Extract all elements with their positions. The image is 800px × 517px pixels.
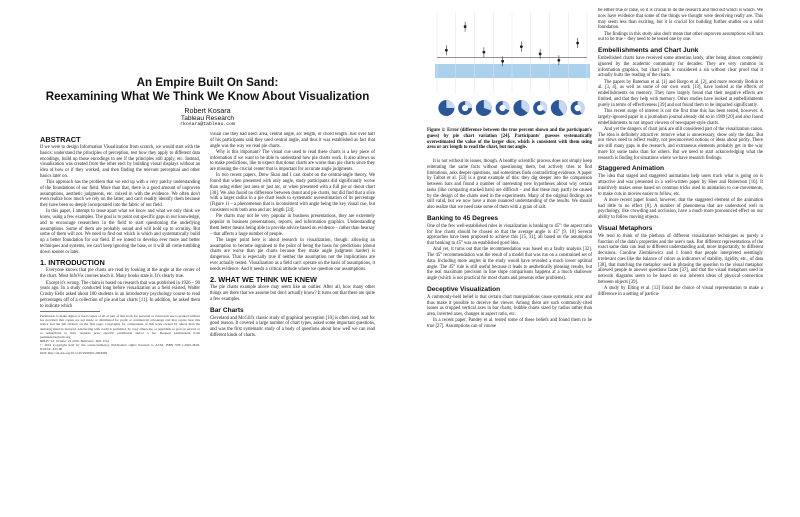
pie-variation-thumbnail bbox=[533, 101, 547, 115]
data-point bbox=[539, 53, 542, 56]
title-line-2: Reexamining What We Think We Know About Visualization bbox=[45, 90, 370, 103]
embellishments-heading: Embellishments and Chart Junk bbox=[598, 47, 699, 55]
footnote-doi[interactable]: DOI: http://dx.doi.org/10.1145/2993901.2993909 bbox=[40, 351, 108, 356]
figure-1-chart bbox=[427, 8, 592, 126]
pie-variation-thumbnail bbox=[571, 101, 585, 115]
footnote-rule bbox=[40, 311, 100, 312]
paragraph: The findings in this study also don't mean that other unproven assumptions will turn out to be true – they need to be tested one by one. bbox=[598, 31, 763, 43]
pie-variation-thumbnail bbox=[476, 100, 492, 116]
caption-text: Error (difference between the true percent shown and the participant's guess) by pie chart variation [24]. Participants' guesses systematically overestimated the value of the larger slice, which is consistent with them using area or arc length to read the chart, but not angle. bbox=[427, 128, 592, 151]
author-block bbox=[40, 107, 375, 128]
figure-label: Figure 1: bbox=[427, 128, 446, 133]
paragraph: In two recent papers, Drew Skau and I cast doubt on the central-angle theory. We found that when presented with only angle, study participants did significantly worse than using either just area or just arc, or when presented with a full pie or donut chart [30]. We also found no difference between donut and pie charts, but did find that a slice with a larger radius in a pie chart leads to systematic overestimation of its percentage (Figure 1) – a phenomenon that is inconsistent with angle being the key visual cue, but consistent with both area and arc length [24]. bbox=[210, 173, 375, 213]
introduction-heading: 1. INTRODUCTION bbox=[40, 258, 105, 268]
section-2-heading: 2. WHAT WE THINK WE KNEW bbox=[210, 275, 318, 285]
paragraph: be either true or false, so it is crucial to do the research and find out which is which. We now have evidence that some of the things we thought were deceiving really are. This may seem less than exciting, but it is crucial for building further studies on a solid foundation. bbox=[598, 8, 763, 31]
footnote-venue: BELIV '16, October 24 2016, Baltimore, MD, USA bbox=[40, 338, 109, 343]
deceptive-body bbox=[427, 295, 592, 330]
paragraph: Pie charts may not be very popular in business presentations, they are extremely popular in business presentations, reports, and information graphics. Understanding them better means being able to provide advice based on evidence – rather than hearsay – that affects a huge number of people. bbox=[210, 214, 375, 237]
abstract-body bbox=[40, 145, 200, 255]
abstract-heading: ABSTRACT bbox=[40, 135, 81, 144]
data-point bbox=[501, 60, 504, 63]
footnote-copyright: © 2016 Copyright held by the owner/author(s). Publication rights licensed to ACM. ISBN 978-1-4503-4818-8/16/10...$15.00 bbox=[40, 342, 200, 352]
paragraph: The idea that staged and staggered animations help users track what is going on is attractive and was presented in a well-written paper by Heer and Robertson [16]. It intuitively makes sense based on common tricks used in animation to cue movements, to make cuts in movies easier to follow, etc. bbox=[598, 174, 763, 197]
column-2-body bbox=[210, 132, 375, 272]
paragraph: The papers by Bateman et al. [1] and Borgo et al. [2], and more recently Borkin et al. [3, 4], as well as some of our own work [13], have looked at the effects of embellishments on memory. They have largely found that their negative effects are limited, and that they help with memory. Other studies have looked at embellishments purely in terms of effectiveness [39] and not found them to be impacted significantly. bbox=[598, 79, 763, 108]
pie-variation-thumbnail bbox=[496, 101, 510, 115]
paragraph: Why is this important? The visual cue used to read these charts is a key piece of information if we want to be able to understand how pie charts work. It also allows us to make predictions, like to expect that donut charts are worse than pie charts since they are missing the crucial center that is important for accurate angle judgments. bbox=[210, 149, 375, 173]
banking-body bbox=[427, 224, 592, 282]
paper-title bbox=[40, 76, 375, 104]
data-point bbox=[482, 51, 485, 54]
paragraph: It is not without its issues, though. A healthy scientific process does not simply keep reiterating the same facts without questioning them, but actively tries to find limitations, asks deeper questions, and sometimes finds contradicting evidence. A paper by Talbot et al. [33] is a great example of this: they dig deeper into the comparison between bars and found a number of interesting new hypotheses about why certain tasks (like comparing stacked bars) are difficult – and that these may partly be caused by the design of the charts used in the experiments. Many of the original findings are still valid, but we now have a more nuanced understanding of the results. We should also realize that we need take some of them with a grain of salt. bbox=[427, 159, 592, 210]
paragraph: A more recent paper found, however, that the staggered element of the animation had little to no effect [8]. A number of phenomena that are understood well in psychology, like crowding and occlusion, have a much more pronounced effect on our ability to follow moving objects. bbox=[598, 197, 763, 221]
paragraph: Cleveland and McGill's classic study of graphical perception [10] is often cited, and for good reason. It covered a large number of chart types, asked some important questions, and was the first systematic study of a body of questions about how well we can read different kinds of charts. bbox=[210, 315, 375, 338]
title-line-1: An Empire Built On Sand: bbox=[136, 76, 279, 89]
abstract-paragraph: In this paper, I attempt to tease apart what we know and what we only think we know, using a few examples. The goal is to point out specific gaps in our knowledge, and to encourage researchers in the field to start questioning the underlying assumptions. Some of them are probably sound and will hold up to scrutiny. But some of them will not. We need to find out which is which and systematically build up a better foundation for our field. If we intend to develop ever more and better techniques and systems, we can't keep ignoring the base, or it will all come tumbling down sooner or later. bbox=[40, 209, 200, 255]
bar-charts-body bbox=[210, 316, 375, 339]
column-3 bbox=[427, 8, 592, 512]
embellishments-body bbox=[598, 56, 763, 161]
paragraph: In a recent paper, Pandey et al. tested some of these beliefs and found them to be true [27]. Assumptions can of course bbox=[427, 318, 592, 330]
abstract-paragraph: This approach has the problem that we end up with a very patchy understanding of the foundations of our field. More than that, there is a good amount of unproven assumptions, aesthetic judgments, etc. mixed in with the evidence. We often don't even realize how much we rely on the latter, and can't readily identify them because they have been so deeply incorporated into the fabric of our field. bbox=[40, 180, 200, 209]
author-email[interactable]: rkosara@tableau.com bbox=[180, 122, 235, 127]
section-2-body bbox=[210, 285, 375, 302]
pie-variation-thumbnail bbox=[513, 100, 529, 116]
paragraph: And yet, it turns out that the recommendation was based on a faulty analysis [32]. The 45° recommendation was the result of a model that was run on a constrained set of data. Including more angles in the study would have revealed a much lower optimal angle. The 45° rule is still useful because it leads to aesthetically pleasing results, but the real maximum precision in line slope comparisons happens at a much shallower angle (which is not practical for most charts and presents other problems). bbox=[427, 247, 592, 282]
intro-paragraph: Except it's wrong. The claim is based on research that was published in 1926 – 90 years ago. In a study conducted long before visualization as a field existed, Walter Crosby Eells asked about 100 students in an introductory psychology course to read percentages off of a collection of pie and bar charts [11]. In addition, he asked them to indicate which bbox=[40, 280, 200, 309]
author-affiliation: Tableau Research bbox=[180, 115, 235, 122]
author-name: Robert Kosara bbox=[184, 106, 231, 115]
paragraph: The pie charts example above may seem like an outlier. After all, how many other things are there that we assume but don't actually know? It turns out that there are quite a few examples. bbox=[210, 285, 375, 302]
data-point bbox=[445, 49, 448, 52]
paragraph: One of the few well-established rules in visualization is banking to 45°: the aspect ratio for line charts should be chosen so that the average angle is 45° [9, 10] Several approaches have been proposed to achieve this [15, 31], all based on the assumption that banking to 45° was an established good idea. bbox=[427, 223, 592, 246]
paragraph: visual cue they had used: area, central angle, arc length, or chord length. Just over half of his participants said they used central angle, and thus it was established as fact that angle was the way we read pie charts. bbox=[210, 132, 375, 149]
paragraph: We tend to think of the plethora of different visualization techniques as purely a function of the data's properties and the user's task. But different representations of the exact same data can lead to different understanding and, more importantly, to different decisions. Caroline Ziemkiewicz and I found that people interpreted seemingly irrelevant cues like the balance of colors as indicators of stability, rigidity, etc., of data [38], that matching the metaphor used in phrasing the question to the visual metaphor allowed people to answer questions faster [37], and that the visual metaphors used in network diagrams seem to be based on our inherent ideas of physical connection between objects [39]. bbox=[598, 233, 763, 285]
footnote-permission: Permission to make digital or hard copies of all or part of this work for personal or classroom use is granted without fee provided that copies are not made or distributed for profit or commercial advantage and that copies bear this notice and the full citation on the first page. Copyrights for components of this work owned by others than the author(s) must be honored. Abstracting with credit is permitted. To copy otherwise, or republish, to post on servers or to redistribute to lists, requires prior specific permission and/or a fee. Request permissions from permissions@acm.org. bbox=[40, 314, 200, 339]
pie-variation-thumbnail bbox=[438, 100, 454, 116]
copyright-footnote bbox=[40, 314, 200, 355]
metaphors-heading: Visual Metaphors bbox=[598, 224, 653, 232]
highlight-band bbox=[435, 64, 590, 78]
paragraph: The larger point here is about research in visualization, though: allowing an assumption to become ingrained to the point of being the basis for predictions (donut charts are worse than pie charts because they make angle judgment harder) is dangerous. That is especially true if neither the assumption nor the implications are ever actually tested. Visualization as a field can't operate on the basis of assumptions, it needs evidence. And it needs a critical attitude where we question our assumptions. bbox=[210, 237, 375, 272]
introduction-body bbox=[40, 268, 200, 309]
column-3-body bbox=[427, 159, 592, 211]
data-point bbox=[520, 45, 523, 48]
data-point bbox=[576, 42, 579, 45]
column-4 bbox=[598, 8, 763, 512]
animation-heading: Staggered Animation bbox=[598, 165, 665, 173]
paragraph: And yet the dangers of chart junk are still considered part of the visualization canon. The idea is definitely attractive: remove what is unnecessary, show only the data. But our views need to reflect reality, not preconceived notions or ideas about purity. There are still many gaps in the research, and extraneous elements probably get in the way more for some tasks than for others. But we need to start acknowledging what the research is finding for situations where we have research findings. bbox=[598, 126, 763, 161]
data-point bbox=[464, 25, 467, 28]
data-point bbox=[557, 59, 560, 62]
column-2 bbox=[210, 132, 375, 512]
figure-1-caption bbox=[427, 128, 592, 151]
deceptive-heading: Deceptive Visualization bbox=[427, 285, 501, 293]
column-1 bbox=[40, 132, 200, 512]
bar-charts-heading: Bar Charts bbox=[210, 306, 244, 314]
paragraph: A study by Elting et al. [12] found the choice of visual representation to make a difference in a setting of particu- bbox=[598, 286, 763, 298]
paragraph: Embellished charts have received some attention lately, after being almost completely ignored by the academic community for decades. They are very common in information graphics, but chart junk is considered a sin without clear proof that it actually hurts the reading of the charts. bbox=[598, 56, 763, 79]
paragraph: A commonly-held belief is that certain chart manipulations cause systematic error and thus make it possible to deceive the viewer. Among them are such commonly-cited issues as cropped vertical axes in bar charts, bubble charts sized by radius rather than area, inverted axes, changes in aspect ratio, etc. bbox=[427, 294, 592, 318]
animation-body bbox=[598, 174, 763, 221]
column-4-body bbox=[598, 8, 763, 43]
paragraph: This recent surge of interest is not the first time this has been tested, however. A largely-ignored paper in a journalism journal already did so in 1989 [20] and also found embellishments to not impact viewers of newspaper-style charts. bbox=[598, 109, 763, 126]
intro-paragraph: Everyone knows that pie charts are read by looking at the angle at the center of the chart. Most InfoVis courses teach it. Many books state it. It's clearly true. bbox=[40, 268, 200, 280]
banking-heading: Banking to 45 Degrees bbox=[427, 214, 499, 222]
abstract-paragraph: If we were to design Information Visualization from scratch, we would start with the basics: understand the principles of perception, test how they apply to different data encodings, build up those encodings to see if the principles still apply, etc. Instead, visualization was created from the other end: by building visual displays without an idea of how or if they worked, and then finding the relevant perceptual and other basics later on. bbox=[40, 145, 200, 179]
pie-variation-thumbnail bbox=[551, 100, 567, 116]
pie-variation-thumbnail bbox=[458, 101, 472, 115]
metaphors-body bbox=[598, 234, 763, 298]
